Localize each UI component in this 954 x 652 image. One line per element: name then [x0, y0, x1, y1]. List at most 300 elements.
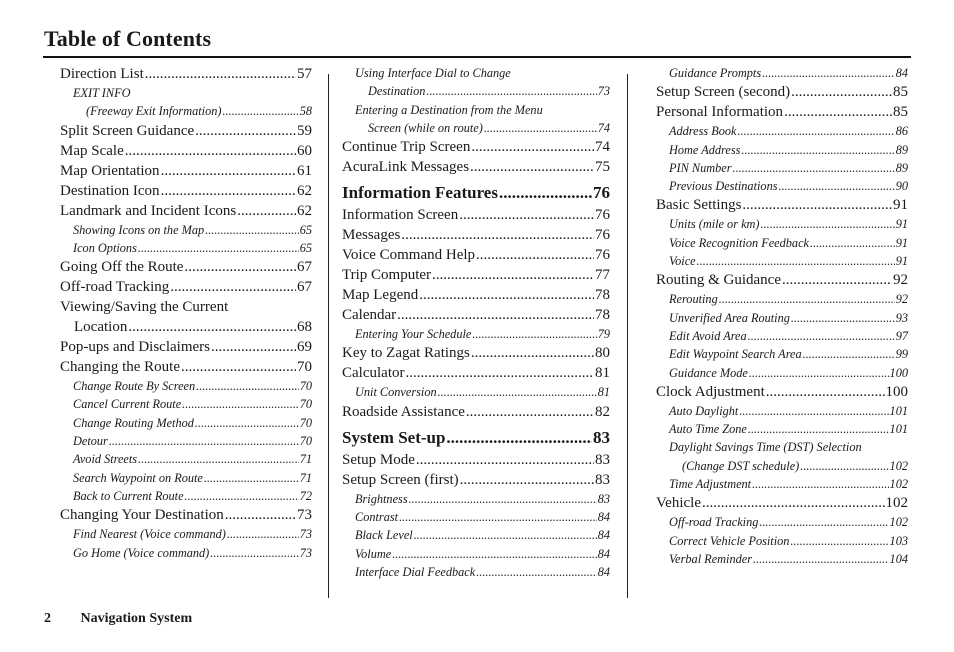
- dot-leader: [472, 326, 596, 343]
- toc-subentry[interactable]: [342, 65, 610, 83]
- toc-subentry[interactable]: [60, 378, 312, 396]
- toc-page-number: 73: [297, 507, 312, 524]
- toc-entry-label: Voice Command Help: [342, 247, 476, 264]
- toc-page-number: 65: [299, 240, 312, 255]
- toc-page-number: 80: [595, 345, 610, 362]
- toc-entry-label: Information Screen: [342, 207, 459, 224]
- toc-subentry[interactable]: [656, 178, 908, 196]
- dot-leader: [460, 471, 594, 490]
- dot-leader: [759, 514, 888, 531]
- toc-subentry[interactable]: [60, 488, 312, 506]
- toc-entry-label: Guidance Prompts: [669, 66, 762, 80]
- toc-entry[interactable]: [60, 298, 312, 318]
- toc-page-number: 92: [895, 292, 908, 307]
- toc-entry-label: Time Adjustment: [669, 477, 752, 492]
- dot-leader: [185, 488, 299, 505]
- toc-page-number: 89: [895, 142, 908, 157]
- dot-leader: [766, 383, 885, 402]
- page-footer: [44, 611, 192, 627]
- dot-leader: [748, 328, 895, 345]
- dot-leader: [466, 403, 594, 422]
- toc-entry[interactable]: [60, 122, 312, 142]
- toc-page-number: 81: [595, 365, 610, 382]
- footer-label: Navigation System: [80, 611, 193, 626]
- toc-entry-label: AcuraLink Messages: [342, 159, 470, 176]
- toc-subentry[interactable]: [60, 396, 312, 414]
- toc-entry-label: Key to Zagat Ratings: [342, 345, 470, 362]
- toc-page-number: 67: [297, 259, 312, 276]
- toc-entry-label: Unit Conversion: [355, 385, 437, 400]
- toc-page-number: 74: [597, 120, 610, 135]
- toc-entry[interactable]: [342, 266, 610, 286]
- toc-entry-label: Entering Your Schedule: [355, 327, 472, 342]
- toc-entry-label: Calendar: [342, 307, 397, 324]
- toc-page-number: 79: [597, 327, 610, 342]
- toc-entry-label: Daylight Savings Time (DST) Selection: [669, 440, 862, 455]
- toc-entry-label: Avoid Streets: [73, 452, 138, 467]
- toc-entry-label: Messages: [342, 227, 401, 244]
- toc-subentry[interactable]: [60, 433, 312, 451]
- dot-leader: [125, 142, 296, 161]
- toc-entry-label: Setup Screen (first): [342, 471, 459, 488]
- toc-entry-label: Search Waypoint on Route: [73, 470, 203, 485]
- toc-entry-label: Icon Options: [73, 240, 137, 255]
- toc-page-number: 73: [299, 527, 312, 542]
- toc-page-number: 59: [297, 122, 312, 139]
- toc-page-number: 84: [895, 66, 908, 80]
- toc-entry[interactable]: [60, 506, 312, 526]
- toc-page-number: 81: [597, 385, 610, 400]
- dot-leader: [170, 278, 296, 297]
- toc-entry[interactable]: [60, 65, 312, 85]
- dot-leader: [196, 378, 299, 395]
- dot-leader: [426, 83, 596, 100]
- toc-entry-label: Voice Recognition Feedback: [669, 235, 809, 250]
- toc-page-number: 90: [895, 179, 908, 194]
- dot-leader: [471, 344, 594, 363]
- dot-leader: [470, 158, 594, 177]
- dot-leader: [782, 271, 892, 290]
- toc-subentry[interactable]: [342, 326, 610, 344]
- toc-subentry[interactable]: [60, 526, 312, 544]
- toc-page-number: 77: [595, 267, 610, 284]
- dot-leader: [184, 258, 296, 277]
- toc-entry[interactable]: [342, 286, 610, 306]
- title-rule: [43, 56, 911, 58]
- dot-leader: [742, 196, 892, 215]
- toc-page-number: 73: [597, 84, 610, 99]
- toc-subentry[interactable]: [60, 470, 312, 488]
- dot-leader: [748, 421, 889, 438]
- toc-page-number: 83: [595, 451, 610, 468]
- toc-entry[interactable]: [60, 338, 312, 358]
- toc-entry-label: PIN Number: [669, 160, 732, 175]
- toc-subentry[interactable]: [656, 421, 908, 439]
- toc-column-2: [342, 65, 610, 582]
- dot-leader: [399, 509, 597, 526]
- toc-subentry[interactable]: [342, 384, 610, 402]
- toc-section-heading[interactable]: [342, 182, 610, 206]
- dot-leader: [138, 451, 299, 468]
- dot-leader: [810, 235, 895, 252]
- toc-entry-label: Home Address: [669, 142, 741, 157]
- dot-leader: [128, 318, 296, 337]
- toc-entry[interactable]: [342, 138, 610, 158]
- toc-entry[interactable]: [342, 306, 610, 326]
- toc-entry-label: Clock Adjustment: [656, 383, 765, 400]
- toc-subentry[interactable]: [60, 415, 312, 433]
- toc-entry[interactable]: [342, 158, 610, 178]
- dot-leader: [227, 526, 299, 543]
- dot-leader: [182, 396, 299, 413]
- toc-page-number: 101: [889, 403, 908, 418]
- toc-subentry[interactable]: [656, 346, 908, 364]
- toc-entry-label: Changing the Route: [60, 359, 180, 376]
- dot-leader: [438, 384, 597, 401]
- toc-page-number: 76: [595, 207, 610, 224]
- toc-subentry[interactable]: [342, 120, 610, 138]
- toc-subentry[interactable]: [656, 160, 908, 178]
- dot-leader: [181, 358, 296, 377]
- toc-entry-label: Edit Waypoint Search Area: [669, 347, 802, 362]
- toc-entry-label: Correct Vehicle Position: [669, 533, 790, 548]
- toc-entry[interactable]: [342, 451, 610, 471]
- toc-entry[interactable]: [60, 182, 312, 202]
- dot-leader: [392, 546, 597, 563]
- toc-entry-label: Find Nearest (Voice command): [73, 527, 226, 542]
- toc-page-number: 70: [297, 359, 312, 376]
- toc-entry-label: Entering a Destination from the Menu: [355, 102, 543, 117]
- dot-leader: [476, 246, 594, 265]
- toc-entry[interactable]: [656, 196, 908, 216]
- toc-entry-label: Going Off the Route: [60, 259, 184, 276]
- toc-entry[interactable]: [342, 246, 610, 266]
- toc-entry-label: Map Orientation: [60, 162, 160, 179]
- toc-page-number: 84: [597, 546, 610, 561]
- toc-entry-label: Off-road Tracking: [669, 515, 759, 530]
- toc-entry-label: Continue Trip Screen: [342, 139, 471, 156]
- dot-leader: [484, 120, 597, 137]
- toc-entry-label: Setup Mode: [342, 451, 415, 468]
- toc-entry-label: Map Scale: [60, 142, 124, 159]
- toc-entry-label: Change Route By Screen: [73, 379, 196, 394]
- dot-leader: [791, 310, 895, 327]
- dot-leader: [752, 476, 888, 493]
- toc-page-number: 70: [299, 434, 312, 449]
- toc-page-number: 70: [299, 415, 312, 430]
- toc-subentry[interactable]: [656, 533, 908, 551]
- toc-entry-label: Location: [74, 319, 128, 336]
- toc-subentry[interactable]: [60, 240, 312, 258]
- dot-leader: [138, 240, 299, 257]
- toc-entry-label: Information Features: [342, 183, 498, 203]
- dot-leader: [109, 433, 299, 450]
- toc-subentry[interactable]: [656, 514, 908, 532]
- dot-leader: [195, 122, 296, 141]
- toc-page-number: 78: [595, 307, 610, 324]
- dot-leader: [222, 103, 298, 120]
- dot-leader: [459, 206, 594, 225]
- toc-page-number: 70: [299, 397, 312, 412]
- toc-entry-label: Map Legend: [342, 287, 419, 304]
- toc-page-number: 83: [595, 471, 610, 488]
- toc-page-number: 99: [895, 347, 908, 362]
- column-divider: [328, 74, 329, 598]
- toc-entry[interactable]: [60, 258, 312, 278]
- toc-subentry[interactable]: [656, 65, 908, 83]
- toc-subentry[interactable]: [656, 439, 908, 457]
- toc-subentry[interactable]: [60, 85, 312, 103]
- toc-entry-label: Trip Computer: [342, 267, 432, 284]
- toc-page-number: 57: [297, 66, 312, 82]
- toc-entry-label: Brightness: [355, 491, 408, 506]
- toc-page-number: 83: [597, 491, 610, 506]
- toc-entry-label: Black Level: [355, 528, 413, 543]
- toc-page-number: 58: [299, 104, 312, 119]
- dot-leader: [790, 533, 888, 550]
- dot-leader: [204, 470, 299, 487]
- toc-entry[interactable]: [342, 226, 610, 246]
- toc-page-number: 91: [895, 235, 908, 250]
- toc-page-number: 76: [595, 227, 610, 244]
- toc-page-number: 75: [595, 159, 610, 176]
- toc-page-number: 70: [299, 379, 312, 394]
- column-divider: [627, 74, 628, 598]
- toc-entry-label: Change Routing Method: [73, 415, 194, 430]
- toc-entry-label: Routing & Guidance: [656, 272, 781, 289]
- toc-subentry[interactable]: [656, 328, 908, 346]
- toc-entry[interactable]: [60, 278, 312, 298]
- dot-leader: [205, 222, 299, 239]
- toc-subentry[interactable]: [656, 142, 908, 160]
- toc-page-number: 61: [297, 162, 312, 179]
- toc-entry-label: Contrast: [355, 510, 399, 525]
- toc-entry-label: Units (mile or km): [669, 217, 760, 232]
- toc-page-number: 86: [895, 124, 908, 139]
- toc-column-1: [60, 65, 312, 563]
- toc-subentry[interactable]: [656, 476, 908, 494]
- toc-entry-label: Guidance Mode: [669, 365, 748, 380]
- toc-subentry[interactable]: [60, 545, 312, 563]
- toc-entry-label: Showing Icons on the Map: [73, 222, 205, 237]
- dot-leader: [405, 364, 594, 383]
- toc-entry-label: Edit Avoid Area: [669, 328, 747, 343]
- toc-page-number: 102: [889, 515, 908, 530]
- toc-entry-label: Using Interface Dial to Change: [355, 66, 511, 80]
- dot-leader: [409, 491, 597, 508]
- toc-page-number: 69: [297, 339, 312, 356]
- dot-leader: [762, 65, 895, 82]
- dot-leader: [471, 138, 594, 157]
- dot-leader: [499, 182, 592, 204]
- toc-entry[interactable]: [342, 344, 610, 364]
- toc-entry[interactable]: [60, 318, 312, 338]
- toc-page-number: 93: [895, 310, 908, 325]
- dot-leader: [733, 160, 895, 177]
- toc-entry[interactable]: [656, 271, 908, 291]
- toc-page-number: 85: [893, 104, 908, 121]
- toc-subentry[interactable]: [656, 235, 908, 253]
- dot-leader: [753, 551, 889, 568]
- toc-page-number: 92: [893, 272, 908, 289]
- toc-entry-label: Verbal Reminder: [669, 551, 752, 566]
- toc-subentry[interactable]: [342, 102, 610, 120]
- toc-subentry[interactable]: [60, 451, 312, 469]
- toc-page-number: 62: [297, 202, 312, 219]
- dot-leader: [697, 253, 895, 270]
- toc-entry[interactable]: [656, 103, 908, 123]
- toc-entry[interactable]: [60, 202, 312, 222]
- toc-subentry[interactable]: [656, 291, 908, 309]
- toc-page-number: 65: [299, 222, 312, 237]
- toc-page-number: 91: [895, 217, 908, 232]
- toc-page-number: 89: [895, 160, 908, 175]
- dot-leader: [791, 83, 892, 102]
- toc-page-number: 60: [297, 142, 312, 159]
- toc-entry-label: Landmark and Incident Icons: [60, 202, 237, 219]
- toc-entry-label: Cancel Current Route: [73, 397, 182, 412]
- dot-leader: [210, 545, 298, 562]
- toc-entry-label: Split Screen Guidance: [60, 122, 195, 139]
- toc-entry[interactable]: [656, 494, 908, 514]
- toc-entry[interactable]: [656, 383, 908, 403]
- toc-subentry[interactable]: [656, 253, 908, 271]
- dot-leader: [397, 306, 594, 325]
- toc-subentry[interactable]: [656, 216, 908, 234]
- toc-page-number: 84: [597, 510, 610, 525]
- toc-subentry[interactable]: [342, 491, 610, 509]
- toc-page-number: 72: [299, 488, 312, 503]
- toc-entry-label: Unverified Area Routing: [669, 310, 790, 325]
- toc-page-number: 71: [299, 470, 312, 485]
- toc-entry-label: System Set-up: [342, 427, 446, 447]
- toc-page-number: 83: [593, 427, 610, 447]
- toc-page-number: 100: [885, 383, 908, 400]
- toc-subentry[interactable]: [342, 509, 610, 527]
- dot-leader: [739, 403, 888, 420]
- toc-entry[interactable]: [342, 471, 610, 491]
- toc-page-number: 71: [299, 452, 312, 467]
- dot-leader: [446, 427, 592, 449]
- toc-entry-label: Off-road Tracking: [60, 279, 170, 296]
- toc-page-number: 101: [889, 422, 908, 437]
- dot-leader: [779, 178, 895, 195]
- dot-leader: [401, 226, 594, 245]
- toc-page-number: 73: [299, 545, 312, 560]
- toc-entry-label: Back to Current Route: [73, 488, 184, 503]
- toc-section-heading[interactable]: [342, 427, 610, 451]
- toc-entry-label: Voice: [669, 254, 696, 269]
- toc-entry-label: Calculator: [342, 365, 405, 382]
- toc-page-number: 84: [597, 528, 610, 543]
- toc-entry-label: Auto Daylight: [669, 403, 739, 418]
- toc-entry-label: Roadside Assistance: [342, 403, 465, 420]
- dot-leader: [211, 338, 296, 357]
- toc-page-number: 76: [593, 183, 610, 203]
- dot-leader: [195, 415, 299, 432]
- dot-leader: [749, 365, 889, 382]
- toc-subentry[interactable]: [342, 527, 610, 545]
- dot-leader: [161, 162, 296, 181]
- toc-entry[interactable]: [342, 206, 610, 226]
- toc-subentry[interactable]: [342, 564, 610, 582]
- toc-page-number: 103: [889, 533, 908, 548]
- dot-leader: [719, 291, 895, 308]
- toc-page-number: 76: [595, 247, 610, 264]
- toc-subentry[interactable]: [656, 458, 908, 476]
- toc-entry-label: Pop-ups and Disclaimers: [60, 339, 210, 356]
- toc-page-number: 91: [895, 254, 908, 269]
- toc-page-number: 97: [895, 328, 908, 343]
- toc-subentry[interactable]: [656, 365, 908, 383]
- toc-page-number: 91: [893, 197, 908, 214]
- dot-leader: [702, 494, 885, 513]
- toc-entry-label: Changing Your Destination: [60, 507, 224, 524]
- toc-entry-label: Volume: [355, 546, 392, 561]
- toc-entry[interactable]: [656, 83, 908, 103]
- dot-leader: [761, 216, 895, 233]
- toc-entry-label: Rerouting: [669, 292, 718, 307]
- toc-entry-label: Detour: [73, 434, 108, 449]
- dot-leader: [419, 286, 594, 305]
- toc-subentry[interactable]: [60, 222, 312, 240]
- toc-entry-label: Interface Dial Feedback: [355, 564, 476, 579]
- toc-entry-label: Direction List: [60, 66, 144, 82]
- toc-entry[interactable]: [342, 403, 610, 423]
- toc-entry[interactable]: [60, 358, 312, 378]
- dot-leader: [414, 527, 597, 544]
- toc-entry-label: (Freeway Exit Information): [86, 104, 222, 119]
- toc-page-number: 82: [595, 403, 610, 420]
- dot-leader: [803, 346, 895, 363]
- dot-leader: [741, 142, 894, 159]
- dot-leader: [800, 458, 888, 475]
- toc-page-number: 84: [597, 564, 610, 579]
- toc-entry[interactable]: [60, 162, 312, 182]
- toc-entry-label: Vehicle: [656, 495, 701, 512]
- toc-entry-label: Setup Screen (second): [656, 84, 791, 101]
- toc-subentry[interactable]: [656, 123, 908, 141]
- toc-subentry[interactable]: [342, 83, 610, 101]
- dot-leader: [416, 451, 594, 470]
- toc-subentry[interactable]: [60, 103, 312, 121]
- toc-page-number: 104: [889, 551, 908, 566]
- toc-entry-label: Auto Time Zone: [669, 422, 747, 437]
- dot-leader: [225, 506, 296, 525]
- toc-entry-label: Address Book: [669, 124, 737, 139]
- toc-entry-label: Screen (while on route): [368, 120, 483, 135]
- toc-subentry[interactable]: [656, 551, 908, 569]
- toc-entry[interactable]: [342, 364, 610, 384]
- dot-leader: [237, 202, 296, 221]
- toc-subentry[interactable]: [342, 546, 610, 564]
- toc-subentry[interactable]: [656, 310, 908, 328]
- toc-page-number: 102: [885, 495, 908, 512]
- toc-page-number: 74: [595, 139, 610, 156]
- toc-entry-label: Viewing/Saving the Current: [60, 299, 229, 316]
- toc-entry-label: Go Home (Voice command): [73, 545, 210, 560]
- toc-entry-label: Destination Icon: [60, 182, 160, 199]
- dot-leader: [432, 266, 594, 285]
- toc-subentry[interactable]: [656, 403, 908, 421]
- dot-leader: [145, 65, 296, 84]
- toc-page-number: 67: [297, 279, 312, 296]
- toc-page-number: 100: [889, 365, 908, 380]
- dot-leader: [784, 103, 892, 122]
- toc-entry[interactable]: [60, 142, 312, 162]
- toc-entry-label: EXIT INFO: [73, 86, 131, 100]
- page-title: Table of Contents: [44, 26, 212, 51]
